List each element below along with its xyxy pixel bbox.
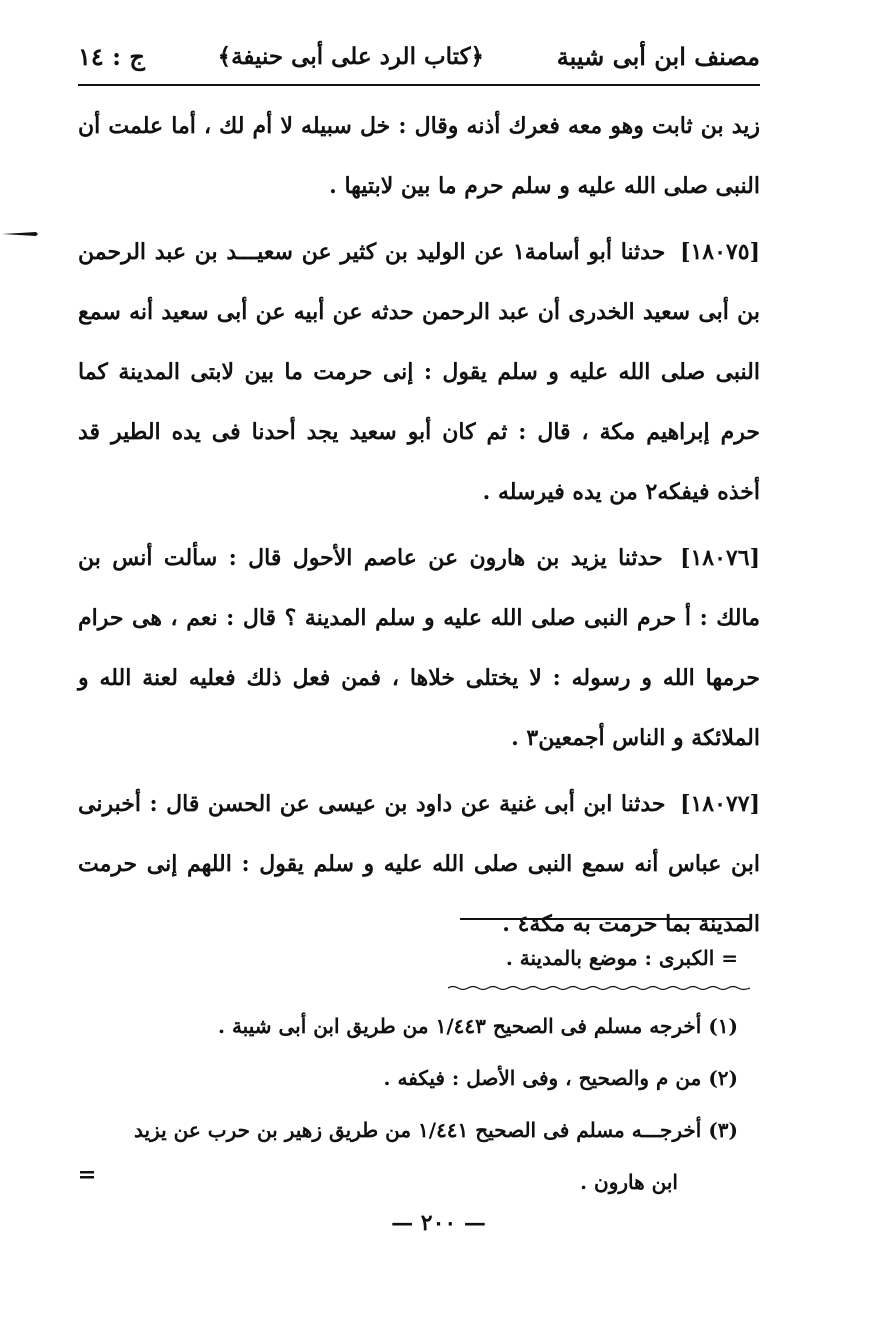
hadith-text: حدثنا يزيد بن هارون عن عاصم الأحول قال : سألت أنس بن مالك : أ حرم النبى صلى الله عليه و سلم المدينة ؟ قال : نعم ، هى حرام حرمها الله و رسوله : لا يختلى خلاها ، فمن فعل ذلك فعليه لعنة الله و الملائكة و الناس أجمعين٣ . [78,545,760,751]
footnote-text: من م والصحيح ، وفى الأصل : فيكفه . [383,1066,702,1090]
footnote [78,1000,738,1052]
hadith-number: [١٨٠٧٥] [680,239,760,265]
footnote-marker: (١) [708,1014,738,1038]
hadith-entry [78,222,760,522]
main-text [78,96,760,960]
footnote-text: أخرجـــه مسلم فى الصحيح ١/٤٤١ من طريق زهير بن حرب عن يزيد [134,1118,702,1142]
hadith-text: حدثنا ابن أبى غنية عن داود بن عيسى عن الحسن قال : أخبرنى ابن عباس أنه سمع النبى صلى الله عليه و سلم يقول : اللهم إنى حرمت المدينة بما حرمت به مكة٤ . [78,791,760,937]
footnote-marker: (٣) [708,1118,738,1142]
page-number: — ٢٠٠ — [391,1210,486,1236]
page-header [78,28,760,86]
footnote [78,1052,738,1104]
footnote-continuation-line: ابن هارون . [580,1170,678,1194]
hadith-text: حدثنا أبو أسامة١ عن الوليد بن كثير عن سعيـــد بن عبد الرحمن بن أبى سعيد الخدرى أن عبد الرحمن حدثه عن أبيه عن أبى سعيد أنه سمع النبى صلى الله عليه و سلم يقول : إنى حرمت ما بين لابتى المدينة كما حرم إبراهيم مكة ، قال : ثم كان أبو سعيد يجد أحدنا فى يده الطير قد أخذه فيفكه٢ من يده فيرسله . [78,239,760,505]
footnote-divider [460,918,750,920]
margin-mark-left [0,228,40,240]
hadith-number: [١٨٠٧٦] [680,545,760,571]
footnote-text: أخرجه مسلم فى الصحيح ١/٤٤٣ من طريق ابن أبى شيبة . [218,1014,702,1038]
hadith-entry [78,774,760,954]
footnote [78,1104,738,1156]
footnote-continuation: = الكبرى : موضع بالمدينة . [505,946,738,970]
wavy-divider [448,985,750,991]
continuation-mark-icon [80,1170,94,1180]
book-title: مصنف ابن أبى شيبة [556,41,760,71]
section-title: ﴿كتاب الرد على أبى حنيفة﴾ [217,42,484,70]
paragraph: زيد بن ثابت وهو معه فعرك أذنه وقال : خل سبيله لا أم لك ، أما علمت أن النبى صلى الله عليه و سلم حرم ما بين لابتيها . [78,113,760,199]
footnotes [78,1000,738,1208]
hadith-number: [١٨٠٧٧] [680,791,760,817]
volume-number: ج : ١٤ [78,41,145,71]
footnote-marker: (٢) [708,1066,738,1090]
hadith-entry [78,528,760,768]
